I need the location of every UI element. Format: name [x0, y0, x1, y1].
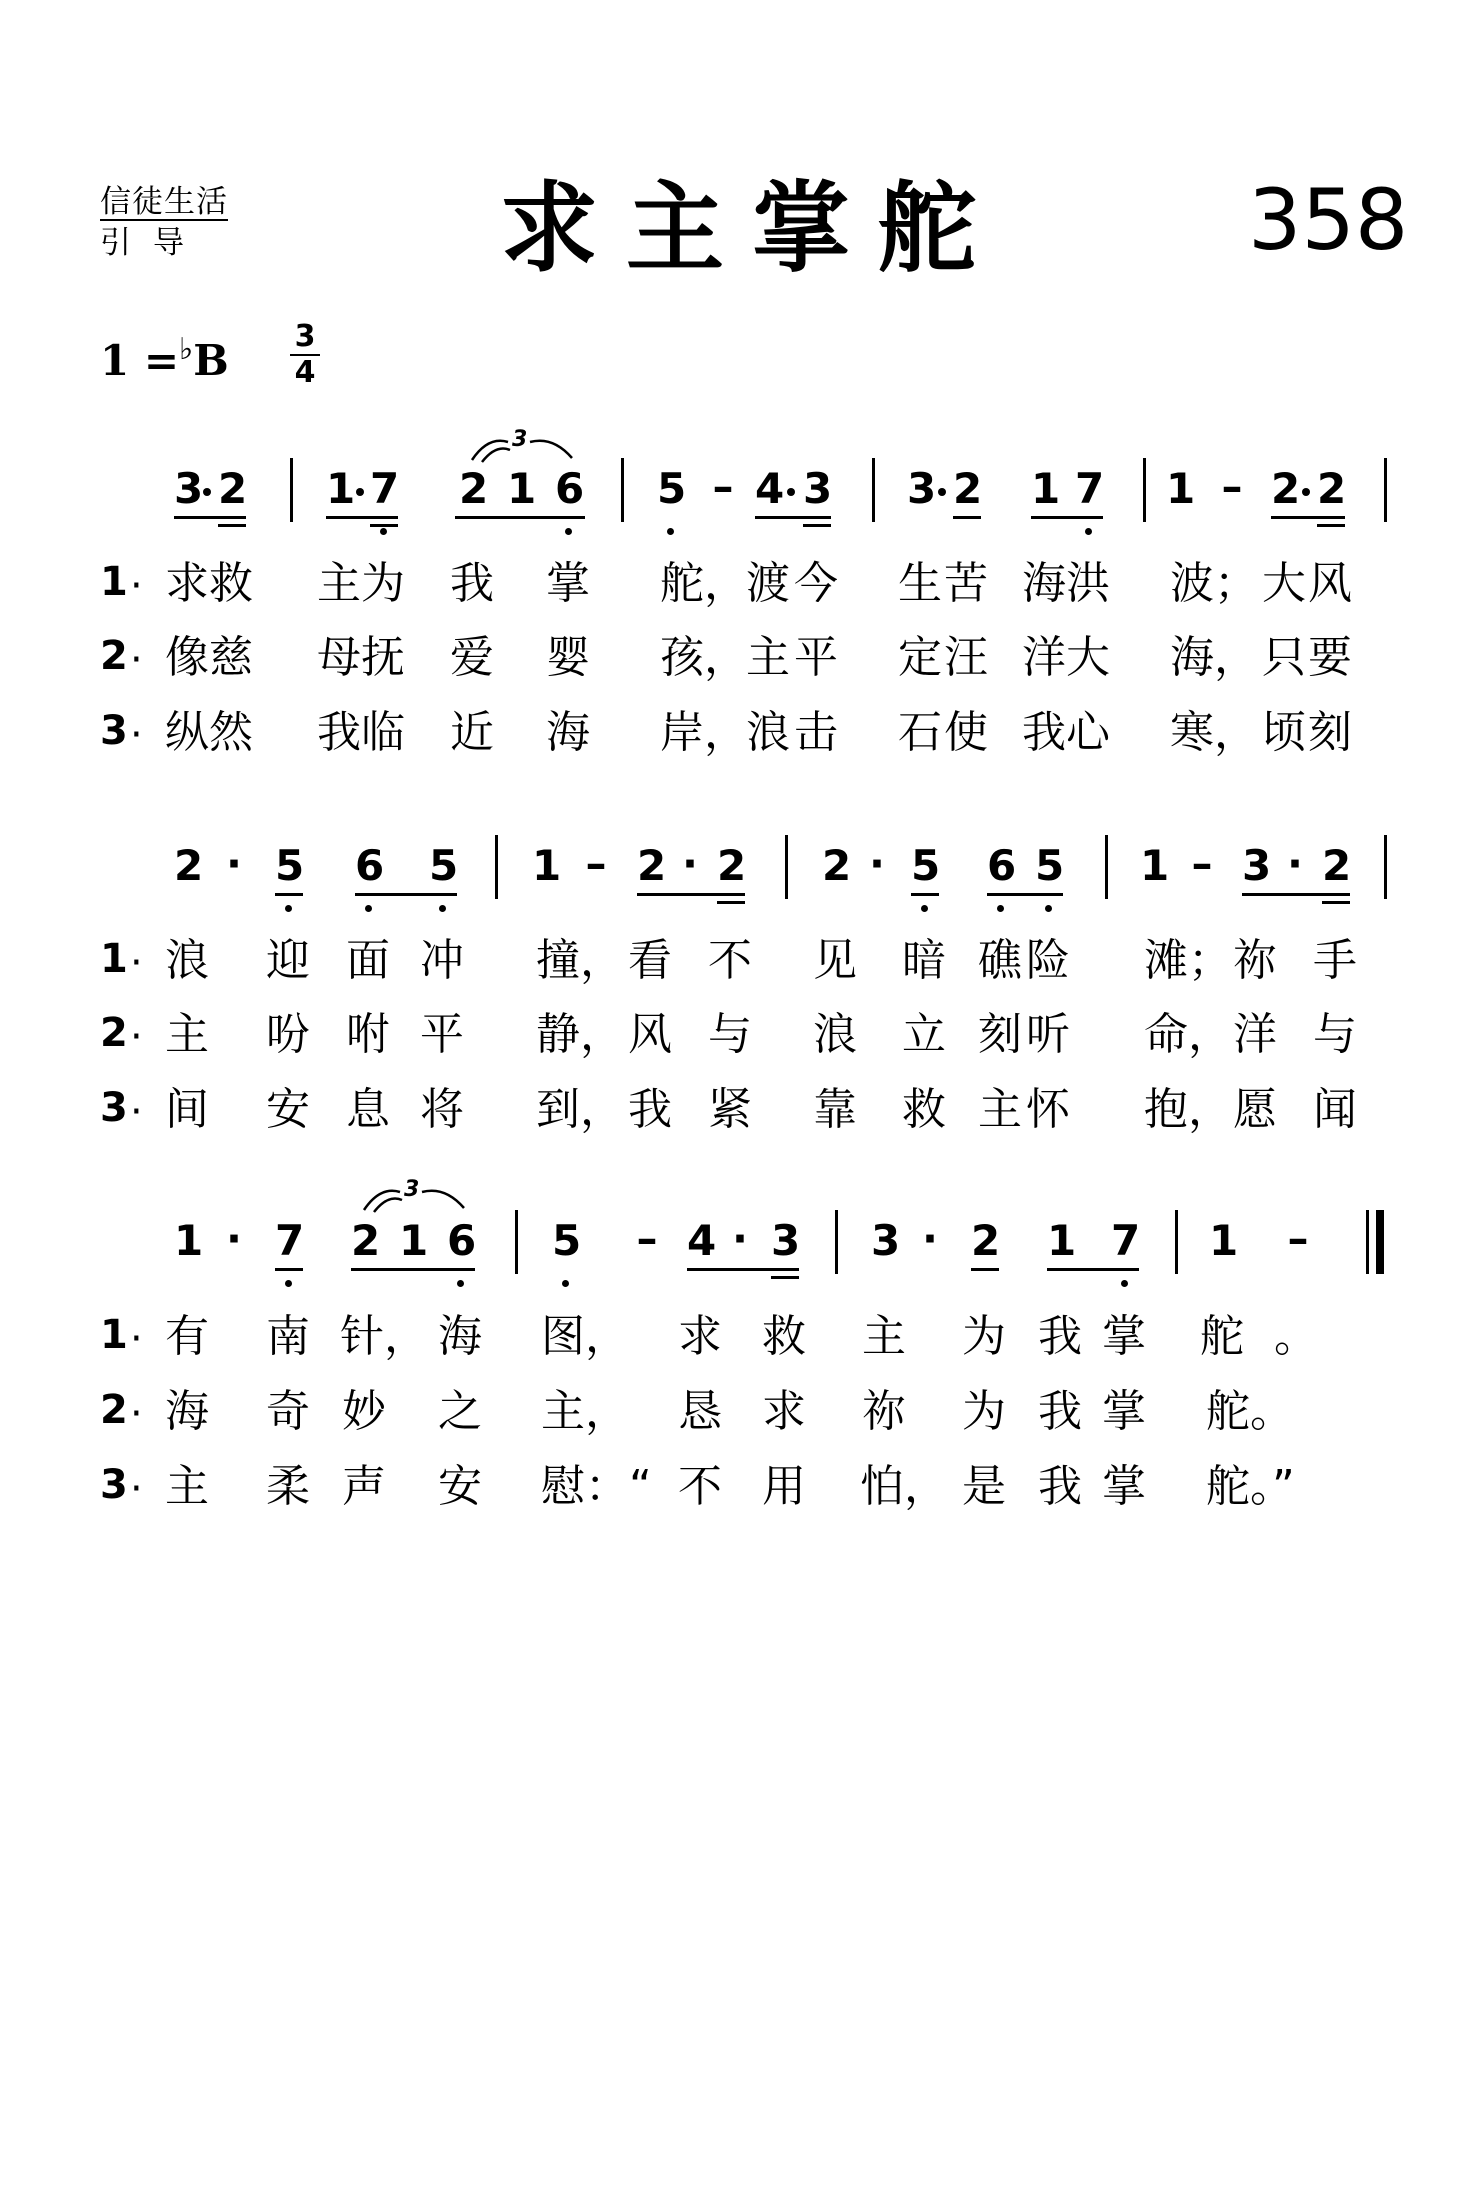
augmentation-dot — [938, 488, 946, 496]
final-barline-thick — [1376, 1210, 1384, 1274]
verse-number: 1 — [100, 936, 128, 982]
note: 5 — [1035, 841, 1065, 890]
verse-number: 2 — [100, 1387, 128, 1433]
lyric-syllable: 使 — [944, 707, 988, 758]
dash: – — [1191, 839, 1213, 888]
underline — [355, 893, 457, 896]
note: 1 — [1031, 464, 1061, 513]
hymn-number: 358 — [1248, 171, 1409, 269]
lyric-syllable: 礁 — [978, 935, 1022, 986]
verse-dot: · — [130, 1014, 143, 1060]
lyric-syllable: 浪 — [746, 707, 790, 758]
lower-octave-dot — [457, 1280, 464, 1287]
verse-dot: · — [130, 1316, 143, 1362]
key-signature — [100, 332, 229, 385]
note: 1 — [532, 841, 562, 890]
verse-number: 3 — [100, 1462, 128, 1508]
lyric-syllable: 我 — [628, 1084, 672, 1135]
lyric-syllable: 到， — [536, 1084, 624, 1135]
lyric-syllable: 婴 — [546, 632, 590, 683]
lyric-syllable: 主 — [165, 1009, 209, 1060]
lyric-syllable: 洋 — [1233, 1009, 1277, 1060]
lyric-syllable: 然 — [209, 707, 253, 758]
underline — [1271, 516, 1345, 519]
lower-octave-dot — [285, 1280, 292, 1287]
barline — [1384, 458, 1387, 522]
lyric-syllable: 海 — [1022, 558, 1066, 609]
augmentation-dot: · — [682, 839, 698, 888]
note: 5 — [657, 464, 687, 513]
lyric-syllable: 汪 — [944, 632, 988, 683]
lyric-syllable: 迎 — [266, 935, 310, 986]
underline — [771, 1276, 799, 1279]
note: 5 — [911, 841, 941, 890]
lyric-syllable: 静， — [536, 1009, 624, 1060]
barline — [1143, 458, 1146, 522]
lyric-syllable: 爱 — [450, 632, 494, 683]
lyric-syllable: 掌 — [1102, 1311, 1146, 1362]
dash: – — [585, 839, 607, 888]
lyric-syllable: 南 — [266, 1311, 310, 1362]
lyric-syllable: 针， — [340, 1311, 428, 1362]
note: 7 — [275, 1216, 305, 1265]
note: 3 — [803, 464, 833, 513]
augmentation-dot: · — [869, 839, 885, 888]
note: 6 — [447, 1216, 477, 1265]
lyric-syllable: 与 — [708, 1009, 752, 1060]
lyric-syllable: 为 — [962, 1311, 1006, 1362]
lyric-syllable: 救 — [762, 1311, 806, 1362]
lyric-syllable: 主 — [862, 1311, 906, 1362]
lyric-syllable: 石 — [898, 707, 942, 758]
underline — [1317, 524, 1345, 527]
lyric-syllable: 息 — [346, 1084, 390, 1135]
note: 2 — [971, 1216, 1001, 1265]
lyric-syllable: 救 — [209, 558, 253, 609]
lyric-syllable: 波； — [1170, 558, 1258, 609]
lyric-syllable: 为 — [962, 1386, 1006, 1437]
lyric-syllable: 看 — [628, 935, 672, 986]
lyric-syllable: 靠 — [813, 1084, 857, 1135]
lyric-syllable: 岸， — [660, 707, 748, 758]
barline — [835, 1210, 838, 1274]
lower-octave-dot — [667, 528, 674, 535]
lyric-syllable: 为 — [361, 558, 405, 609]
note: 7 — [1111, 1216, 1141, 1265]
verse-dot: · — [130, 1391, 143, 1437]
lyric-syllable: 声 — [342, 1461, 386, 1512]
lyric-syllable: 求 — [762, 1386, 806, 1437]
note: 2 — [1322, 841, 1352, 890]
verse-dot: · — [130, 1466, 143, 1512]
lyric-syllable: 舵 — [1200, 1311, 1244, 1362]
augmentation-dot: · — [226, 839, 242, 888]
lyric-syllable: 海， — [1170, 632, 1258, 683]
note: 2 — [174, 841, 204, 890]
subcategory-label: 引导 — [100, 225, 206, 261]
lyric-syllable: 像 — [165, 632, 209, 683]
underline — [351, 1268, 475, 1271]
lyric-syllable: 听 — [1026, 1009, 1070, 1060]
lower-octave-dot — [1045, 905, 1052, 912]
lyric-syllable: 定 — [898, 632, 942, 683]
lyric-syllable: 主， — [541, 1386, 629, 1437]
verse-dot: · — [130, 712, 143, 758]
lower-octave-dot — [1121, 1280, 1128, 1287]
note: 4 — [687, 1216, 717, 1265]
lyric-syllable: 舵。 — [1206, 1386, 1294, 1437]
lyric-syllable: 我 — [317, 707, 361, 758]
lyric-syllable: 主 — [165, 1461, 209, 1512]
lyric-syllable: 击 — [794, 707, 838, 758]
lyric-syllable: 主 — [978, 1084, 1022, 1135]
lyric-syllable: 我 — [1038, 1311, 1082, 1362]
time-signature — [290, 319, 320, 390]
lyric-syllable: 顷 — [1262, 707, 1306, 758]
barline — [1384, 835, 1387, 899]
lyric-syllable: 手 — [1313, 935, 1357, 986]
barline — [621, 458, 624, 522]
lyric-syllable: 苦 — [944, 558, 988, 609]
lyric-syllable: 命， — [1144, 1009, 1232, 1060]
key-prefix: 1 = — [100, 336, 180, 385]
lyric-syllable: 之 — [438, 1386, 482, 1437]
dash: – — [712, 462, 734, 511]
note: 2 — [351, 1216, 381, 1265]
lyric-syllable: 撞， — [536, 935, 624, 986]
underline — [218, 524, 246, 527]
underline — [1031, 516, 1103, 519]
underline — [174, 516, 246, 519]
triplet-number: 3 — [404, 1177, 420, 1202]
note: 6 — [355, 841, 385, 890]
note: 2 — [637, 841, 667, 890]
augmentation-dot — [356, 488, 364, 496]
lyric-syllable: 求 — [678, 1311, 722, 1362]
underline — [637, 893, 745, 896]
category-label: 信徒生活 — [100, 184, 228, 220]
lyric-syllable: 风 — [628, 1009, 672, 1060]
note: 2 — [218, 464, 248, 513]
flat-sign: ♭ — [179, 332, 194, 367]
lyric-syllable: 刻 — [978, 1009, 1022, 1060]
lyric-syllable: 舵。” — [1206, 1461, 1295, 1512]
lyric-syllable: 愿 — [1233, 1084, 1277, 1135]
note: 1 — [1166, 464, 1196, 513]
verse-dot: · — [130, 940, 143, 986]
underline — [803, 524, 831, 527]
augmentation-dot: · — [1287, 839, 1303, 888]
lyric-syllable: 主 — [317, 558, 361, 609]
lyric-syllable: 安 — [438, 1461, 482, 1512]
lower-octave-dot — [562, 1280, 569, 1287]
lyric-syllable: 平 — [794, 632, 838, 683]
lyric-syllable: 间 — [165, 1084, 209, 1135]
lyric-line-verse-3 — [0, 707, 1477, 771]
lyric-syllable: 刻 — [1308, 707, 1352, 758]
triplet-slur — [360, 1178, 470, 1218]
lyric-syllable: 安 — [266, 1084, 310, 1135]
lyric-syllable: 风 — [1308, 558, 1352, 609]
verse-dot: · — [130, 1089, 143, 1135]
lyric-syllable: 立 — [902, 1009, 946, 1060]
lyric-syllable: 洋 — [1022, 632, 1066, 683]
lyric-syllable: 险 — [1026, 935, 1070, 986]
lyric-syllable: 。 — [1274, 1311, 1318, 1362]
lyric-line-verse-1 — [0, 935, 1477, 999]
underline — [275, 893, 303, 896]
lyric-syllable: 紧 — [708, 1084, 752, 1135]
lyric-syllable: 抚 — [361, 632, 405, 683]
lyric-syllable: 咐 — [346, 1009, 390, 1060]
time-signature-bottom: 4 — [294, 355, 316, 390]
lyric-syllable: 生 — [898, 558, 942, 609]
lyric-syllable: 近 — [450, 707, 494, 758]
lyric-line-verse-3 — [0, 1461, 1477, 1525]
note: 3 — [174, 464, 204, 513]
augmentation-dot: · — [732, 1214, 748, 1263]
note: 2 — [1271, 464, 1301, 513]
note: 3 — [771, 1216, 801, 1265]
lyric-syllable: 怕， — [860, 1461, 948, 1512]
lyric-syllable: 与 — [1313, 1009, 1357, 1060]
lyric-syllable: 我 — [1038, 1386, 1082, 1437]
lyric-syllable: 只 — [1262, 632, 1306, 683]
lyric-syllable: 慈 — [209, 632, 253, 683]
time-signature-top: 3 — [290, 322, 320, 356]
note: 3 — [907, 464, 937, 513]
lyric-syllable: 闻 — [1313, 1084, 1357, 1135]
lyric-syllable: 是 — [962, 1461, 1006, 1512]
lyric-syllable: 祢 — [862, 1386, 906, 1437]
underline — [1242, 893, 1350, 896]
lyric-syllable: 母 — [317, 632, 361, 683]
verse-dot: · — [130, 637, 143, 683]
note: 3 — [1242, 841, 1272, 890]
verse-dot: · — [130, 563, 143, 609]
lyric-syllable: 妙 — [342, 1386, 386, 1437]
lyric-syllable: 浪 — [165, 935, 209, 986]
lyric-syllable: 浪 — [813, 1009, 857, 1060]
lyric-syllable: 临 — [361, 707, 405, 758]
lower-octave-dot — [1085, 528, 1092, 535]
lyric-syllable: 暗 — [902, 935, 946, 986]
lyric-syllable: 用 — [762, 1461, 806, 1512]
underline — [911, 893, 939, 896]
barline — [785, 835, 788, 899]
underline — [455, 516, 585, 519]
lyric-syllable: 我 — [1038, 1461, 1082, 1512]
lyric-syllable: 主 — [746, 632, 790, 683]
underline — [755, 516, 831, 519]
underline — [687, 1268, 799, 1271]
triplet-number: 3 — [512, 427, 528, 452]
lyric-line-verse-3 — [0, 1084, 1477, 1148]
note: 1 — [1209, 1216, 1239, 1265]
lower-octave-dot — [365, 905, 372, 912]
underline — [953, 516, 981, 519]
barline — [1105, 835, 1108, 899]
augmentation-dot — [203, 488, 211, 496]
lyric-syllable: 慰：“ — [541, 1461, 652, 1512]
note: 1 — [1047, 1216, 1077, 1265]
note: 7 — [1075, 464, 1105, 513]
note: 5 — [552, 1216, 582, 1265]
dash: – — [636, 1214, 658, 1263]
underline — [370, 524, 398, 527]
verse-number: 3 — [100, 708, 128, 754]
lower-octave-dot — [565, 528, 572, 535]
note: 1 — [507, 464, 537, 513]
lower-octave-dot — [439, 905, 446, 912]
verse-number: 3 — [100, 1085, 128, 1131]
triplet-slur — [468, 428, 578, 468]
final-barline-thin — [1366, 1210, 1369, 1274]
lower-octave-dot — [285, 905, 292, 912]
lyric-syllable: 奇 — [266, 1386, 310, 1437]
lyric-syllable: 寒， — [1170, 707, 1258, 758]
lyric-syllable: 怀 — [1026, 1084, 1070, 1135]
lower-octave-dot — [997, 905, 1004, 912]
lyric-syllable: 救 — [902, 1084, 946, 1135]
barline — [1175, 1210, 1178, 1274]
note: 1 — [399, 1216, 429, 1265]
lyric-syllable: 洪 — [1066, 558, 1110, 609]
lyric-syllable: 海 — [546, 707, 590, 758]
lyric-syllable: 掌 — [1102, 1461, 1146, 1512]
lyric-syllable: 将 — [420, 1084, 464, 1135]
lyric-syllable: 面 — [346, 935, 390, 986]
lyric-syllable: 掌 — [1102, 1386, 1146, 1437]
barline — [495, 835, 498, 899]
augmentation-dot — [787, 488, 795, 496]
lower-octave-dot — [921, 905, 928, 912]
lyric-syllable: 掌 — [546, 558, 590, 609]
lyric-syllable: 见 — [813, 935, 857, 986]
lyric-line-verse-2 — [0, 632, 1477, 696]
underline — [971, 1268, 999, 1271]
barline — [515, 1210, 518, 1274]
dash: – — [1221, 462, 1243, 511]
augmentation-dot: · — [922, 1214, 938, 1263]
verse-number: 2 — [100, 1010, 128, 1056]
underline — [987, 893, 1063, 896]
verse-number: 1 — [100, 1312, 128, 1358]
underline — [326, 516, 398, 519]
barline — [290, 458, 293, 522]
note: 2 — [1317, 464, 1347, 513]
lyric-syllable: 海 — [165, 1386, 209, 1437]
lyric-syllable: 平 — [420, 1009, 464, 1060]
lyric-line-verse-2 — [0, 1386, 1477, 1450]
lyric-syllable: 求 — [165, 558, 209, 609]
lyric-line-verse-1 — [0, 1311, 1477, 1375]
note: 2 — [717, 841, 747, 890]
augmentation-dot: · — [226, 1214, 242, 1263]
lyric-syllable: 海 — [438, 1311, 482, 1362]
lyric-line-verse-2 — [0, 1009, 1477, 1073]
note: 6 — [555, 464, 585, 513]
note: 5 — [429, 841, 459, 890]
lyric-syllable: 祢 — [1233, 935, 1277, 986]
note: 5 — [275, 841, 305, 890]
note: 6 — [987, 841, 1017, 890]
note: 2 — [953, 464, 983, 513]
verse-number: 1 — [100, 559, 128, 605]
lyric-syllable: 今 — [794, 558, 838, 609]
lyric-syllable: 舵， — [660, 558, 748, 609]
lyric-syllable: 纵 — [165, 707, 209, 758]
lyric-syllable: 不 — [708, 935, 752, 986]
underline — [1322, 901, 1350, 904]
lyric-syllable: 渡 — [746, 558, 790, 609]
lyric-syllable: 心 — [1066, 707, 1110, 758]
lyric-syllable: 抱， — [1144, 1084, 1232, 1135]
lyric-syllable: 要 — [1308, 632, 1352, 683]
lyric-syllable: 大 — [1262, 558, 1306, 609]
lyric-syllable: 大 — [1066, 632, 1110, 683]
note: 1 — [174, 1216, 204, 1265]
lyric-syllable: 柔 — [266, 1461, 310, 1512]
note: 4 — [755, 464, 785, 513]
note: 2 — [822, 841, 852, 890]
underline — [275, 1268, 303, 1271]
underline — [717, 901, 745, 904]
lyric-syllable: 我 — [450, 558, 494, 609]
note: 7 — [370, 464, 400, 513]
hymn-title: 求主掌舵 — [500, 171, 1005, 286]
note: 1 — [326, 464, 356, 513]
lyric-syllable: 图， — [541, 1311, 629, 1362]
verse-number: 2 — [100, 633, 128, 679]
note: 3 — [871, 1216, 901, 1265]
lyric-line-verse-1 — [0, 558, 1477, 622]
underline — [1047, 1268, 1139, 1271]
key-note: B — [193, 336, 229, 385]
barline — [872, 458, 875, 522]
lyric-syllable: 吩 — [266, 1009, 310, 1060]
dash: – — [1287, 1214, 1309, 1263]
lower-octave-dot — [380, 528, 387, 535]
lyric-syllable: 冲 — [420, 935, 464, 986]
note: 2 — [459, 464, 489, 513]
lyric-syllable: 恳 — [678, 1386, 722, 1437]
lyric-syllable: 有 — [165, 1311, 209, 1362]
augmentation-dot — [1302, 488, 1310, 496]
lyric-syllable: 滩； — [1144, 935, 1232, 986]
lyric-syllable: 我 — [1022, 707, 1066, 758]
lyric-syllable: 孩， — [660, 632, 748, 683]
note: 1 — [1140, 841, 1170, 890]
lyric-syllable: 不 — [678, 1461, 722, 1512]
